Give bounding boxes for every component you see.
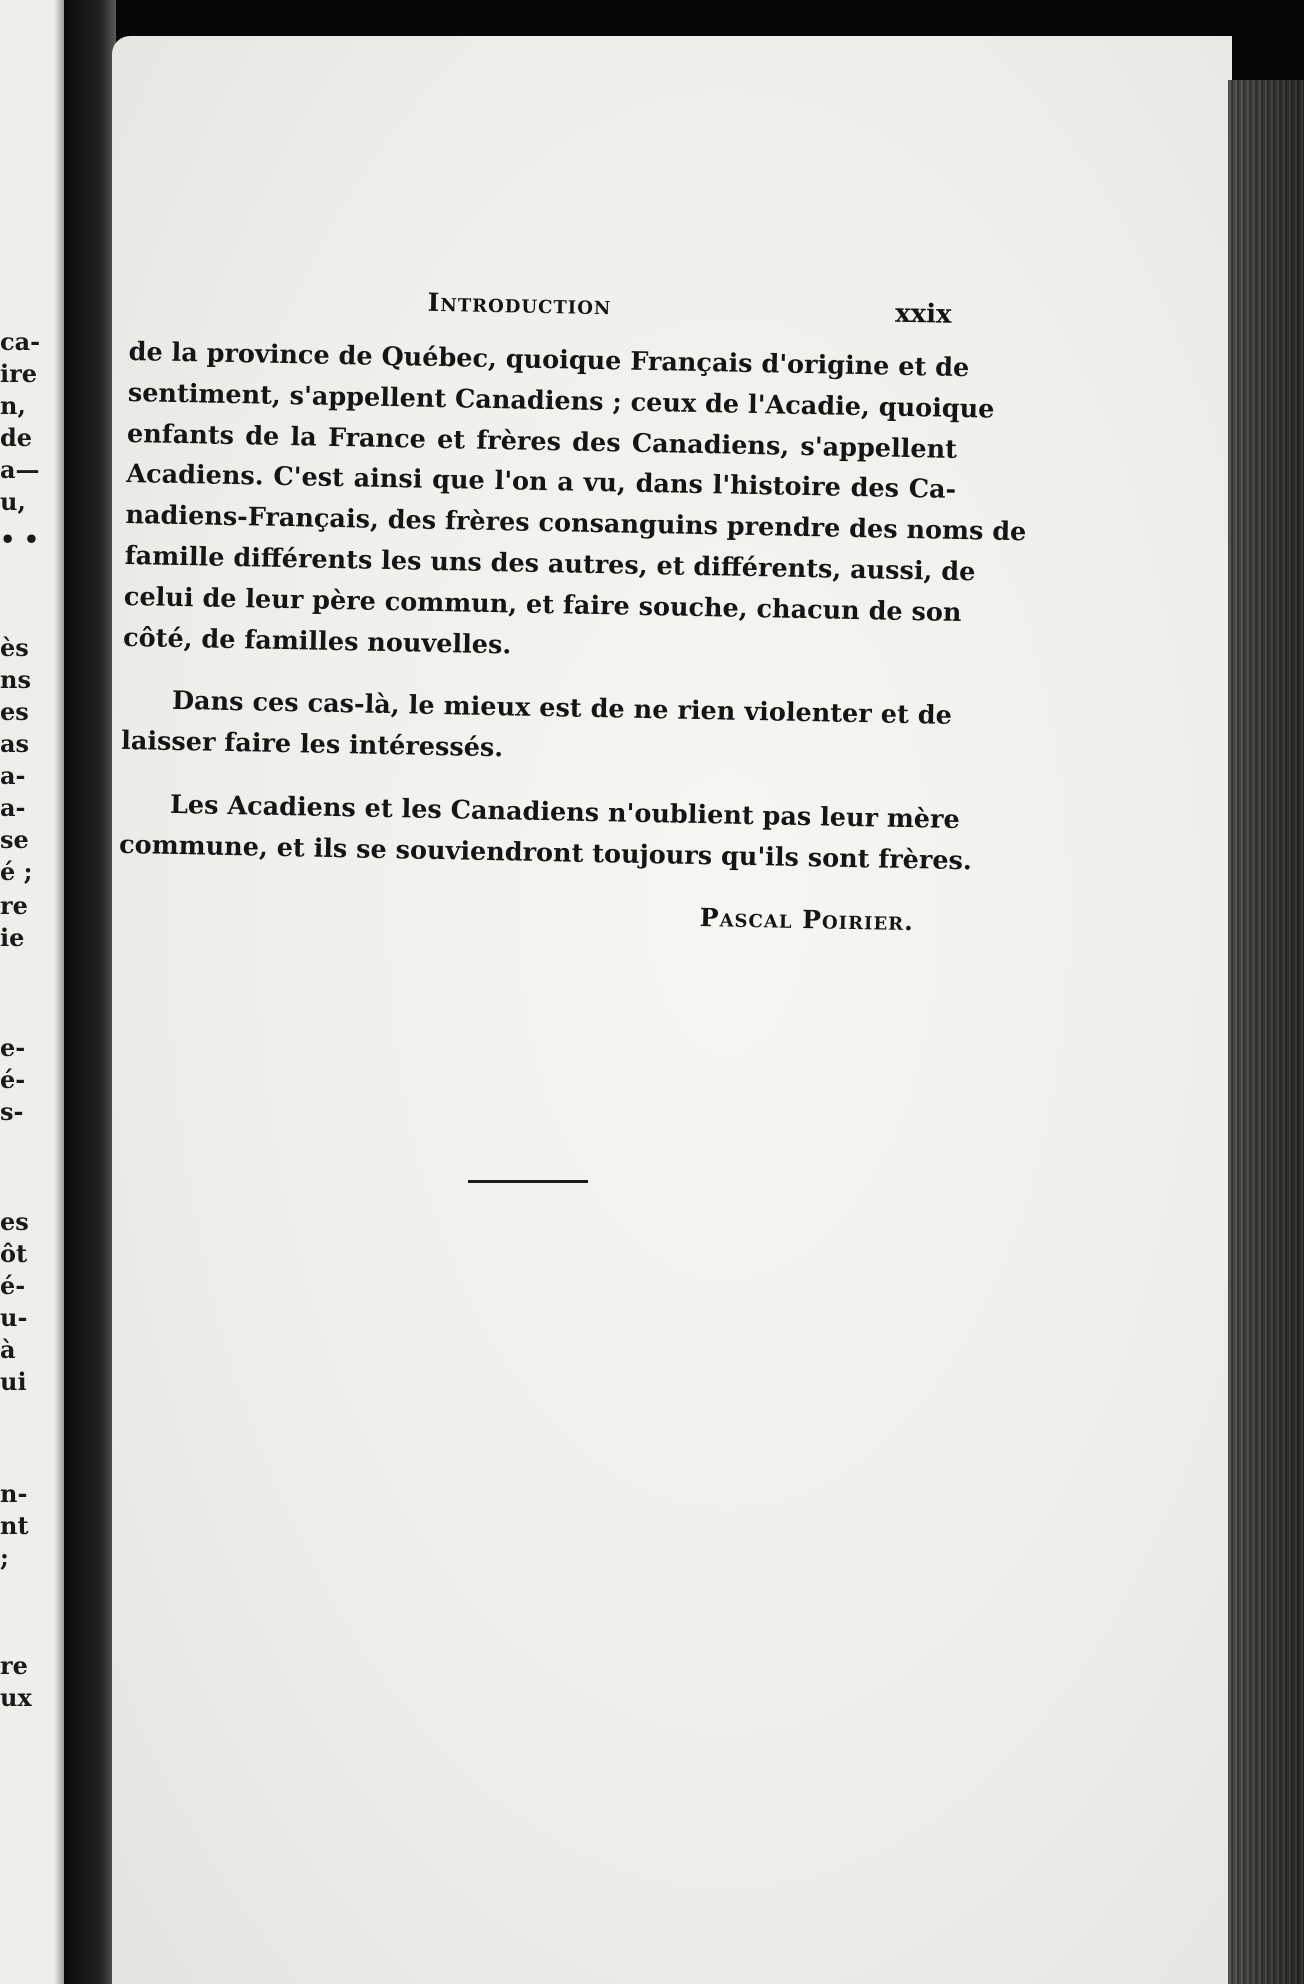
text-line: Dans ces cas-là, le mieux est de ne rien violenter et de: [171, 686, 953, 732]
author-signature: Pascal Poirier.: [699, 902, 915, 936]
previous-page-fragment: é-: [0, 1065, 26, 1094]
section-rule: [468, 1180, 588, 1183]
previous-page-fragment: a-: [0, 793, 26, 822]
previous-page-fragment: ;: [0, 1543, 9, 1572]
previous-page-fragment: u,: [0, 487, 26, 516]
previous-page-fragment: é-: [0, 1271, 26, 1300]
previous-page-fragment: ns: [0, 665, 31, 694]
page-text-block: [118, 282, 1027, 936]
previous-page-fragment: • •: [0, 525, 40, 554]
page-block-shade: [1228, 80, 1304, 1984]
previous-page-fragment: u-: [0, 1303, 28, 1332]
previous-page-fragment: nt: [0, 1511, 29, 1540]
previous-page-fragment: es: [0, 1207, 29, 1236]
previous-page-fragment: ux: [0, 1683, 32, 1712]
previous-page-fragment: a-: [0, 761, 26, 790]
text-line: celui de leur père commun, et faire souche, chacun de son: [123, 581, 962, 628]
previous-page-fragment: as: [0, 729, 30, 758]
previous-page-fragment: ie: [0, 923, 25, 952]
previous-page-fragment: ca-: [0, 327, 41, 356]
previous-page-fragment: à: [0, 1335, 16, 1364]
previous-page-fragment: n,: [0, 391, 26, 420]
previous-page-fragment: ès: [0, 633, 29, 662]
text-line: enfants de la France et frères des Canadiens, s'appellent: [126, 418, 958, 465]
text-line: de la province de Québec, quoique Français d'origine et de: [128, 336, 970, 384]
text-line: famille différents les uns des autres, et différents, aussi, de: [124, 540, 976, 588]
running-head: Introduction: [427, 287, 612, 321]
previous-page-fragment: ôt: [0, 1239, 28, 1268]
paragraph-1: [122, 332, 1027, 674]
previous-page-fragment: é ;: [0, 857, 33, 886]
previous-page-fragment: re: [0, 1651, 28, 1680]
previous-page-edge: [0, 0, 64, 1984]
previous-page-fragment: es: [0, 697, 29, 726]
page-number: xxix: [894, 298, 952, 330]
previous-page-fragment: se: [0, 825, 29, 854]
previous-page-fragment: de: [0, 423, 33, 452]
book-gutter: [64, 0, 116, 1984]
text-line: laisser faire les intéressés.: [120, 726, 504, 764]
previous-page-fragment: ui: [0, 1367, 27, 1396]
previous-page-fragment: re: [0, 891, 28, 920]
gutter-shadow: [54, 0, 64, 1984]
previous-page-fragment: a—: [0, 455, 40, 484]
paragraph-2: [121, 680, 952, 778]
text-line: commune, et ils se souviendront toujours qu'ils sont frères.: [118, 829, 973, 877]
previous-page-fragment: n-: [0, 1479, 28, 1508]
text-line: Les Acadiens et les Canadiens n'oublient pas leur mère: [169, 789, 961, 835]
previous-page-fragment: e-: [0, 1033, 26, 1062]
text-line: côté, de familles nouvelles.: [122, 622, 512, 660]
previous-page-fragment: ire: [0, 359, 38, 388]
paragraph-3: [118, 784, 973, 882]
previous-page-fragment: s-: [0, 1097, 24, 1126]
text-line: Acadiens. C'est ainsi que l'on a vu, dans l'histoire des Ca-: [126, 459, 957, 506]
text-line: nadiens-Français, des frères consanguins prendre des noms de: [125, 500, 1027, 548]
text-line: sentiment, s'appellent Canadiens ; ceux de l'Acadie, quoique: [127, 377, 995, 425]
